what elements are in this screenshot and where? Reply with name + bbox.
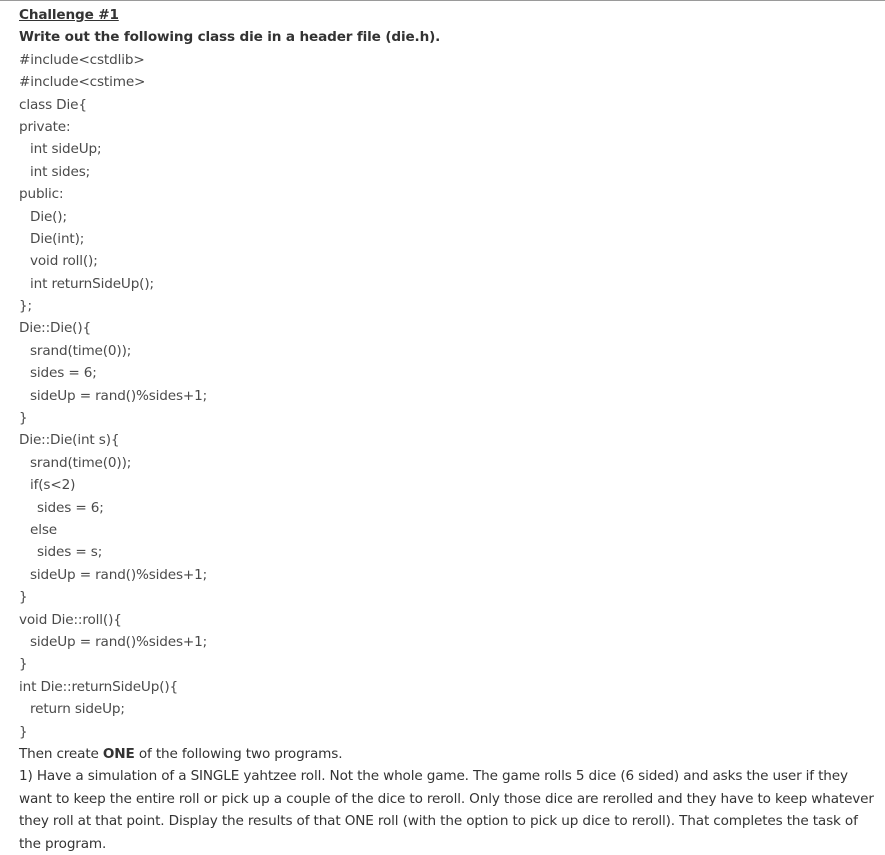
then-create-after: of the following two programs.: [134, 745, 343, 762]
code-line: void Die::roll(){: [19, 611, 122, 628]
code-line: public:: [19, 186, 64, 203]
code-line: srand(time(0));: [30, 342, 132, 359]
code-line: }: [19, 723, 28, 740]
code-line: class Die{: [19, 96, 87, 113]
then-create-line: [19, 743, 877, 765]
top-divider: [0, 0, 885, 1]
code-line: int sideUp;: [30, 141, 102, 158]
code-line: int returnSideUp();: [30, 275, 154, 292]
code-line: private:: [19, 118, 71, 135]
code-block: [19, 49, 877, 743]
code-line: #include<cstime>: [19, 74, 146, 91]
code-line: sides = 6;: [30, 365, 97, 382]
code-line: sideUp = rand()%sides+1;: [30, 566, 208, 583]
code-line: sides = 6;: [37, 499, 104, 516]
code-line: int Die::returnSideUp(){: [19, 678, 179, 695]
code-line: return sideUp;: [30, 701, 125, 718]
code-line: Die(int);: [30, 230, 85, 247]
code-line: if(s<2): [30, 477, 76, 494]
code-line: else: [30, 521, 57, 538]
code-line: Die::Die(int s){: [19, 432, 120, 449]
code-line: void roll();: [30, 253, 98, 270]
code-line: srand(time(0));: [30, 454, 132, 471]
code-line: sideUp = rand()%sides+1;: [30, 633, 208, 650]
code-line: };: [19, 298, 32, 315]
code-line: }: [19, 589, 28, 606]
instruction-heading: Write out the following class die in a header file (die.h).: [19, 29, 441, 46]
code-line: #include<cstdlib>: [19, 51, 145, 68]
code-line: Die::Die(){: [19, 320, 91, 337]
code-line: Die();: [30, 208, 67, 225]
then-create-bold: ONE: [102, 745, 135, 762]
code-line: int sides;: [30, 163, 91, 180]
code-line: }: [19, 410, 28, 427]
code-line: sides = s;: [37, 544, 103, 561]
program-1-description: 1) Have a simulation of a SINGLE yahtzee roll. Not the whole game. The game rolls 5 dice (6 sided) and asks the user if they want to keep the entire roll or pick up a couple of the dice to reroll. Only those dice are rerolled and they have to keep whatever they roll at that point. Display the results of that ONE roll (with the option to pick up dice to reroll). That completes the task of the program.: [19, 768, 874, 852]
then-create-before: Then create: [19, 745, 103, 762]
document-body: [19, 4, 877, 855]
challenge-title: Challenge #1: [19, 7, 119, 23]
code-line: sideUp = rand()%sides+1;: [30, 387, 208, 404]
code-line: }: [19, 656, 28, 673]
